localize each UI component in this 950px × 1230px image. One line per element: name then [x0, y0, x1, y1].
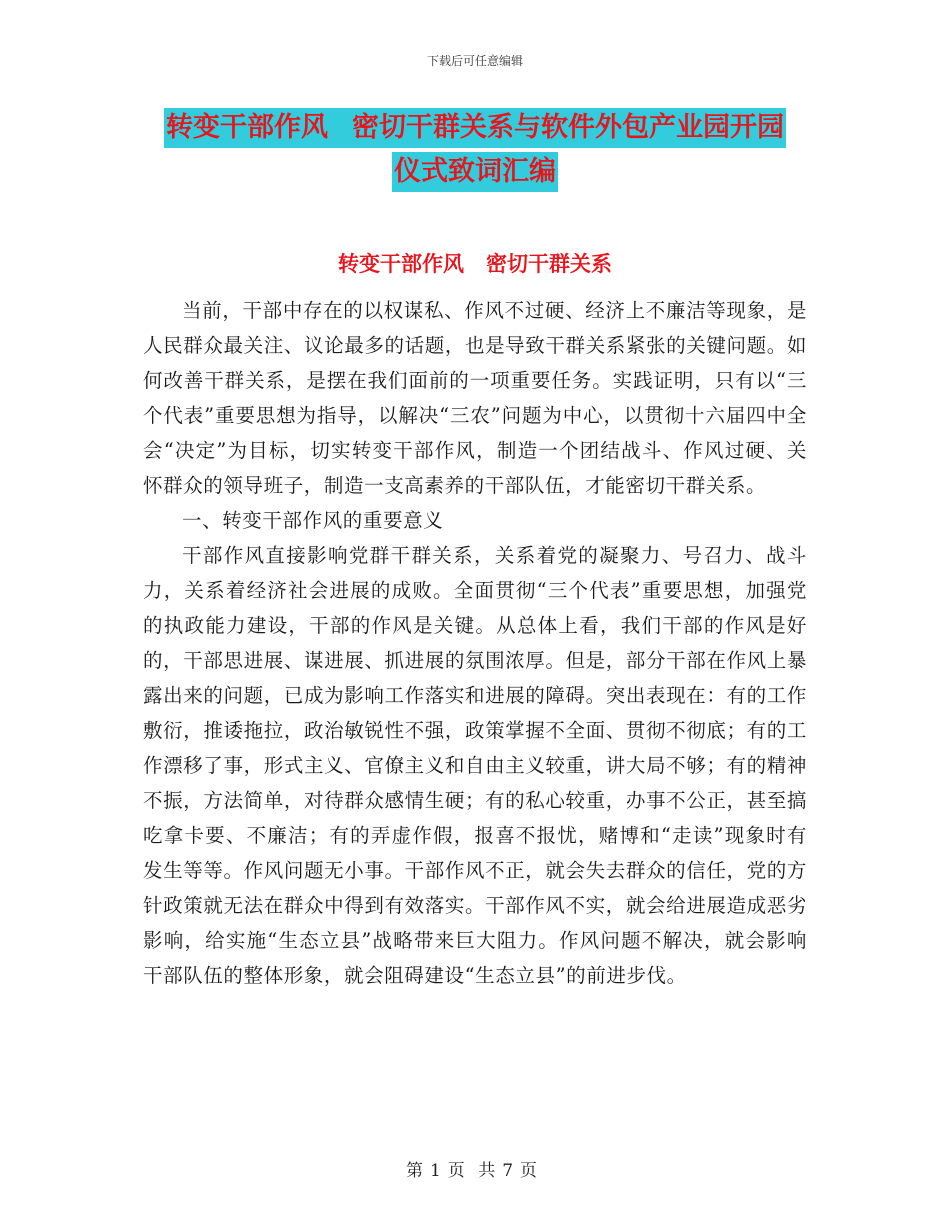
body-text — [143, 293, 807, 993]
footer-total-pages: 7 — [502, 1161, 515, 1181]
title-line-1-part-a: 转变干部作风 — [166, 112, 328, 143]
section-heading-part-b: 密切干群关系 — [486, 251, 612, 276]
footer-label-gong: 共 — [478, 1161, 497, 1181]
section-title-1: 一、转变干部作风的重要意义 — [182, 509, 444, 532]
document-title — [145, 108, 805, 192]
page-footer — [0, 1156, 950, 1181]
header-note: 下载后可任意编辑 — [426, 54, 523, 68]
section-heading-part-a: 转变干部作风 — [338, 251, 464, 276]
title-line-1-part-b: 密切干群关系与软件外包产业园开园 — [352, 112, 784, 143]
title-line-2: 仪式致词汇编 — [392, 152, 558, 192]
footer-label-ye-2: 页 — [520, 1161, 539, 1181]
footer-label-ye: 页 — [447, 1161, 466, 1181]
footer-page-number: 1 — [429, 1161, 442, 1181]
section-heading — [0, 248, 950, 278]
title-line-1 — [164, 108, 786, 148]
paragraph-significance: 干部作风直接影响党群干群关系，关系着党的凝聚力、号召力、战斗力，关系着经济社会进展的成败。全面贯彻“三个代表”重要思想，加强党的执政能力建设，干部的作风是关键。从总体上看，我们干部的作风是好的，干部思进展、谋进展、抓进展的氛围浓厚。但是，部分干部在作风上暴露出来的问题，已成为影响工作落实和进展的障碍。突出表现在：有的工作敷衍，推诿拖拉，政治敏锐性不强，政策掌握不全面、贯彻不彻底；有的工作漂移了事，形式主义、官僚主义和自由主义较重，讲大局不够；有的精神不振，方法简单，对待群众感情生硬；有的私心较重，办事不公正，甚至搞吃拿卡要、不廉洁；有的弄虚作假，报喜不报忧，赌博和“走读”现象时有发生等等。作风问题无小事。干部作风不正，就会失去群众的信任，党的方针政策就无法在群众中得到有效落实。干部作风不实，就会给进展造成恶劣影响，给实施“生态立县”战略带来巨大阻力。作风问题不解决，就会影响干部队伍的整体形象，就会阻碍建设“生态立县”的前进步伐。 — [143, 544, 807, 987]
paragraph-intro: 当前，干部中存在的以权谋私、作风不过硬、经济上不廉洁等现象，是人民群众最关注、议论最多的话题，也是导致干群关系紧张的关键问题。如何改善干群关系，是摆在我们面前的一项重要任务。实践证明，只有以“三个代表”重要思想为指导，以解决“三农”问题为中心，以贯彻十六届四中全会“决定”为目标，切实转变干部作风，制造一个团结战斗、作风过硬、关怀群众的领导班子，制造一支高素养的干部队伍，才能密切干群关系。 — [143, 299, 807, 497]
footer-label-di: 第 — [405, 1161, 424, 1181]
